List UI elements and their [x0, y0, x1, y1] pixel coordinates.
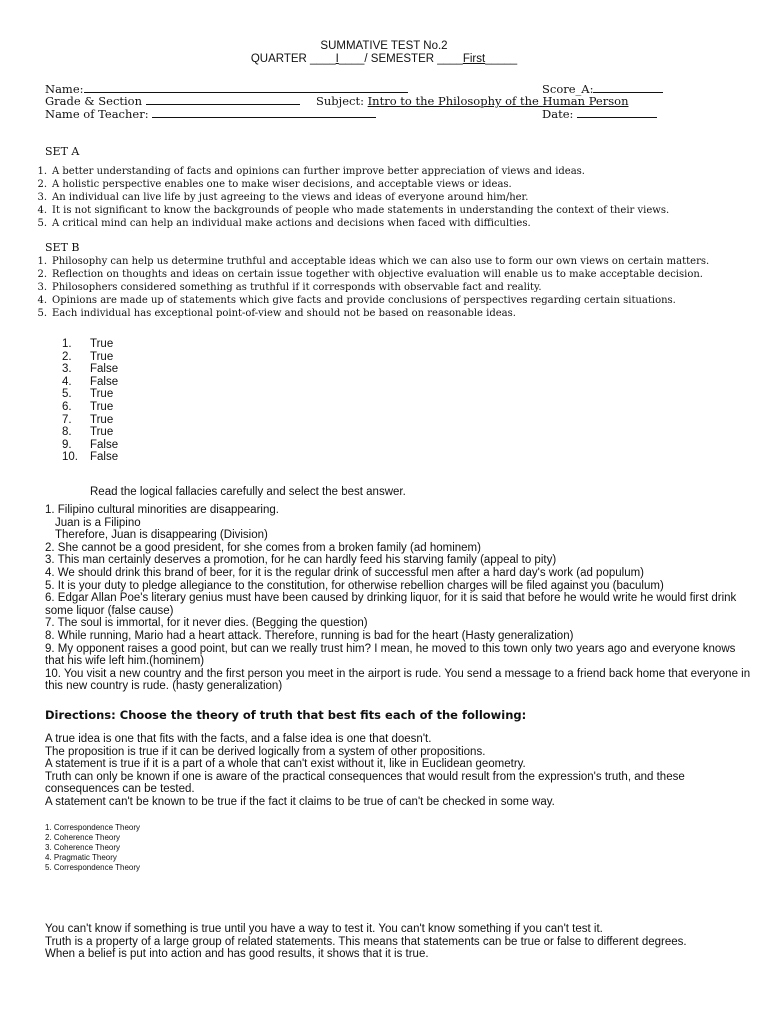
set-a-item: A holistic perspective enables one to make wiser decisions, and acceptable views or ideas. — [52, 178, 512, 190]
quarter-mid: ____/ SEMESTER ____ — [338, 53, 463, 65]
theory-statement: A statement can't be known to be true if the fact it claims to be true of can't be checked in some way. — [45, 795, 555, 808]
answer-item: 9. False — [62, 438, 119, 451]
grade-field[interactable] — [146, 94, 300, 105]
set-a-list — [34, 166, 669, 231]
set-b-label: SET B — [45, 241, 80, 254]
set-b-item: Reflection on thoughts and ideas on certain issue together with objective evaluation will enable us to make acceptable decision. — [52, 268, 703, 280]
semester-suffix: _____ — [485, 53, 518, 65]
bottom-statement: You can't know if something is true until you have a way to test it. You can't know something if you can't test it. — [45, 923, 603, 935]
fallacy-line: 2. She cannot be a good president, for she comes from a broken family (ad hominem) — [45, 541, 481, 554]
date-label: Date: — [542, 107, 574, 121]
quarter-semester-line — [0, 53, 768, 65]
theory-answer-item: 2. Coherence Theory — [45, 833, 121, 842]
set-a-item: A better understanding of facts and opinions can further improve better appreciation of views and ideas. — [52, 166, 585, 177]
bottom-statements — [45, 923, 751, 961]
fallacy-line: 8. While running, Mario had a heart attack. Therefore, running is bad for the heart (Hasty generalization) — [45, 629, 574, 642]
quarter-prefix: QUARTER ____ — [250, 53, 336, 65]
fallacy-line: 9. My opponent raises a good point, but can we really trust him? I mean, he moved to this town only two years ago and everyone knows that his wife left him.(hominem) — [45, 642, 736, 668]
fallacy-line: 3. This man certainly deserves a promotion, for he can hardly feed his starving family (appeal to pity) — [45, 554, 557, 567]
set-a-label: SET A — [45, 145, 80, 158]
fallacy-line: 6. Edgar Allan Poe's literary genius must have been caused by drinking liquor, for it is said that before he would write he would first drink some liquor (false cause) — [45, 592, 737, 617]
theory-statement: Truth can only be known if one is aware of the practical consequences that would result from the expression's truth, and these consequences can be tested. — [45, 770, 685, 796]
test-title: SUMMATIVE TEST No.2 — [320, 40, 448, 52]
theory-answers — [45, 823, 140, 873]
fallacy-line: 5. It is your duty to pledge allegiance to the constitution, for otherwise rebellion charges will be filed against you (baculum) — [45, 579, 664, 592]
teacher-field[interactable] — [152, 107, 376, 118]
fallacy-line: 7. The soul is immortal, for it never dies. (Begging the question) — [45, 617, 368, 630]
theory-answer-item: 3. Coherence Theory — [45, 843, 121, 852]
answer-item: 8. True — [62, 426, 114, 439]
date-field[interactable] — [577, 107, 657, 118]
theory-statement: A true idea is one that fits with the facts, and a false idea is one that doesn't. — [45, 733, 432, 745]
answer-item: 3. False — [62, 363, 119, 376]
answer-item: 1. True — [62, 338, 114, 350]
set-b-item: Philosophers considered something as truthful if it corresponds with observable fact and reality. — [52, 281, 542, 293]
name-field[interactable] — [84, 82, 408, 93]
fallacy-line: Therefore, Juan is disappearing (Division) — [55, 529, 268, 542]
answer-item: 4. False — [62, 375, 119, 388]
semester-value: First — [462, 53, 486, 65]
theory-statement: A statement is true if it is a part of a whole that can't exist without it, like in Euclidean geometry. — [45, 758, 526, 771]
set-b-item: Each individual has exceptional point-of-view and should not be based on reasonable ideas. — [52, 307, 516, 319]
theory-answer-item: 4. Pragmatic Theory — [45, 853, 117, 862]
fallacy-line: Juan is a Filipino — [55, 516, 141, 529]
subject-label: Subject: — [316, 94, 364, 108]
answer-item: 5. True — [62, 388, 114, 401]
bottom-statement: Truth is a property of a large group of related statements. This means that statements can be true or false to different degrees. — [45, 935, 687, 948]
answer-item: 2. True — [62, 350, 114, 363]
fallacies-instruction: Read the logical fallacies carefully and select the best answer. — [90, 486, 406, 498]
score-label: Score_A: — [542, 82, 594, 96]
fallacies-list — [45, 504, 751, 693]
set-b-list — [34, 256, 709, 321]
fallacy-line: 10. You visit a new country and the first person you meet in the airport is rude. You send a message to a friend back home that everyone in this new country is rude. (hasty generalization) — [45, 667, 751, 693]
grade-row — [45, 94, 300, 108]
set-b-item: Opinions are made up of statements which give facts and provide conclusions of perspectives regarding certain situations. — [52, 294, 676, 306]
name-label: Name: — [45, 82, 84, 96]
theory-answer-item: 1. Correspondence Theory — [45, 823, 141, 832]
answer-item: 10. False — [62, 451, 119, 464]
theory-directions: Directions: Choose the theory of truth that best fits each of the following: — [45, 708, 527, 722]
bottom-statement: When a belief is put into action and has good results, it shows that it is true. — [45, 948, 429, 961]
subject-row — [316, 94, 628, 108]
subject-value: Intro to the Philosophy of the Human Person — [367, 94, 629, 108]
theory-statement: The proposition is true if it can be derived logically from a system of other propositions. — [45, 745, 486, 758]
fallacy-line: 4. We should drink this brand of beer, for it is the regular drink of successful men after a hard day's work (ad populum) — [45, 566, 644, 579]
set-a-item: It is not significant to know the backgrounds of people who made statements in understanding the context of their views. — [52, 204, 670, 216]
answer-item: 6. True — [62, 400, 114, 413]
answer-item: 7. True — [62, 413, 114, 426]
fallacy-line: 1. Filipino cultural minorities are disappearing. — [45, 504, 279, 516]
grade-label: Grade & Section — [45, 94, 143, 108]
theory-answer-item: 5. Correspondence Theory — [45, 863, 141, 872]
set-a-item: An individual can live life by just agreeing to the views and ideas of everyone around him/her. — [52, 191, 529, 203]
quarter-value: I — [335, 53, 339, 65]
score-field[interactable] — [593, 82, 663, 93]
set-a-item: A critical mind can help an individual make actions and decisions when faced with difficulties. — [52, 217, 531, 229]
set-b-item: Philosophy can help us determine truthful and acceptable ideas which we can also use to form our own views on certain matters. — [52, 256, 710, 267]
teacher-row — [45, 107, 376, 121]
teacher-label: Name of Teacher: — [45, 107, 149, 121]
true-false-answers — [62, 338, 118, 464]
date-row — [542, 107, 657, 121]
theory-statements — [45, 733, 751, 809]
